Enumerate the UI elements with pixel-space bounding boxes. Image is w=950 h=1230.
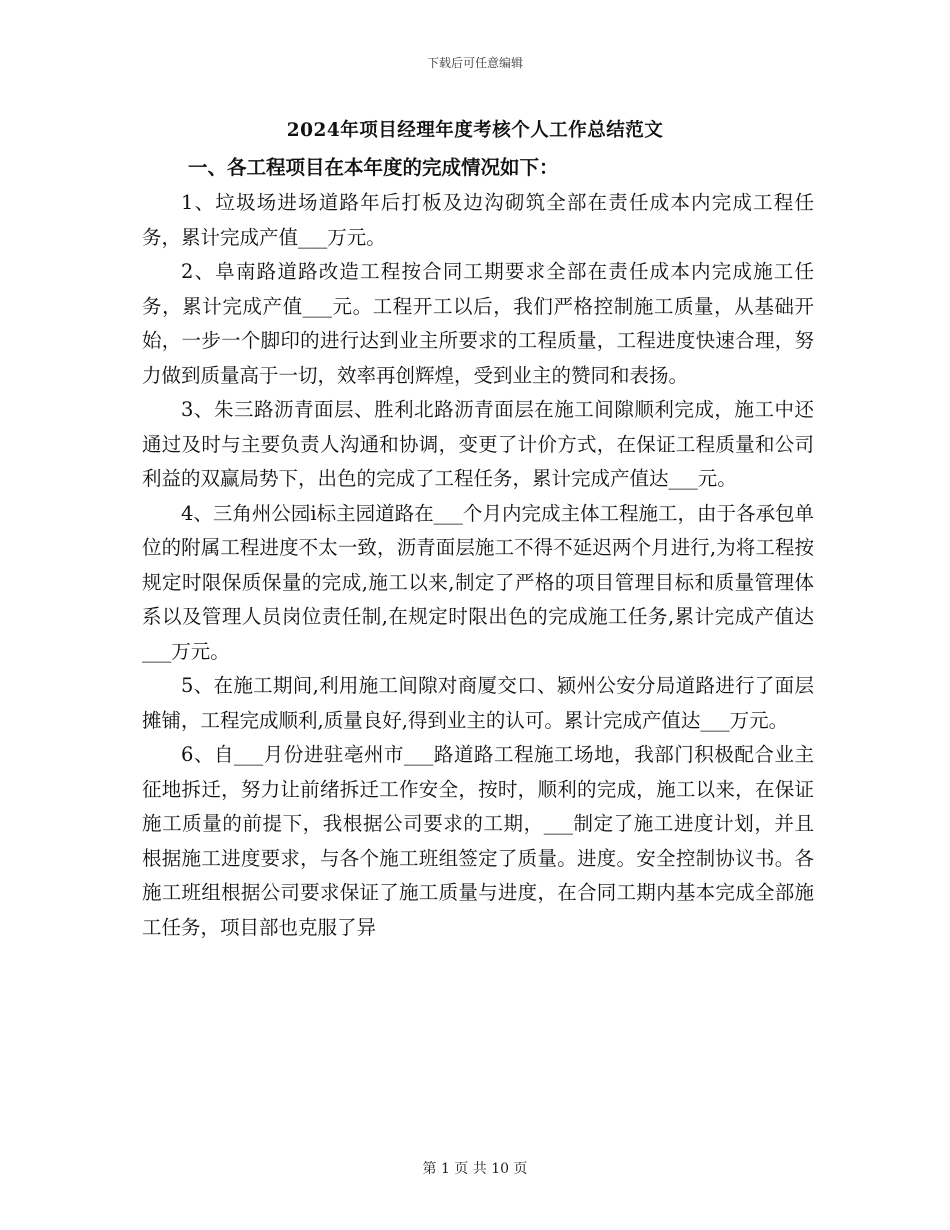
paragraph-6: 6、自___月份进驻亳州市___路道路工程施工场地，我部门积极配合业主征地拆迁，努力让前绪拆迁工作安全，按时，顺利的完成，施工以来，在保证施工质量的前提下，我根据公司要求的工期，___制定了施工进度计划，并且根据施工进度要求，与各个施工班组签定了质量。进度。安全控制协议书。各施工班组根据公司要求保证了施工质量与进度，在合同工期内基本完成全部施工任务，项目部也克服了异 xyxy=(142,743,814,939)
page-header-note: 下载后可任意编辑 xyxy=(426,56,523,70)
section-heading: 一、各工程项目在本年度的完成情况如下： xyxy=(188,156,559,179)
page-footer: 第 1 页 共 10 页 xyxy=(422,1161,528,1177)
document-title: 2024年项目经理年度考核个人工作总结范文 xyxy=(286,120,664,141)
paragraph-4: 4、三角州公园ⅰ标主园道路在___个月内完成主体工程施工，由于各承包单位的附属工程进度不太一致，沥青面层施工不得不延迟两个月进行,为将工程按规定时限保质保量的完成,施工以来,制定了严格的项目管理目标和质量管理体系以及管理人员岗位责任制,在规定时限出色的完成施工任务,累计完成产值达___万元。 xyxy=(142,501,814,663)
paragraph-3: 3、朱三路沥青面层、胜利北路沥青面层在施工间隙顺利完成，施工中还通过及时与主要负责人沟通和协调，变更了计价方式，在保证工程质量和公司利益的双赢局势下，出色的完成了工程任务，累计完成产值达___元。 xyxy=(142,398,814,490)
paragraph-2: 2、阜南路道路改造工程按合同工期要求全部在责任成本内完成施工任务，累计完成产值___元。工程开工以后，我们严格控制施工质量，从基础开始，一步一个脚印的进行达到业主所要求的工程质量，工程进度快速合理，努力做到质量高于一切，效率再创辉煌，受到业主的赞同和表扬。 xyxy=(142,260,814,387)
paragraph-5: 5、在施工期间,利用施工间隙对商厦交口、颍州公安分局道路进行了面层摊铺，工程完成顺利,质量良好,得到业主的认可。累计完成产值达___万元。 xyxy=(142,674,814,732)
paragraph-1: 1、垃圾场进场道路年后打板及边沟砌筑全部在责任成本内完成工程任务，累计完成产值___万元。 xyxy=(142,191,814,249)
document-body xyxy=(142,186,814,945)
